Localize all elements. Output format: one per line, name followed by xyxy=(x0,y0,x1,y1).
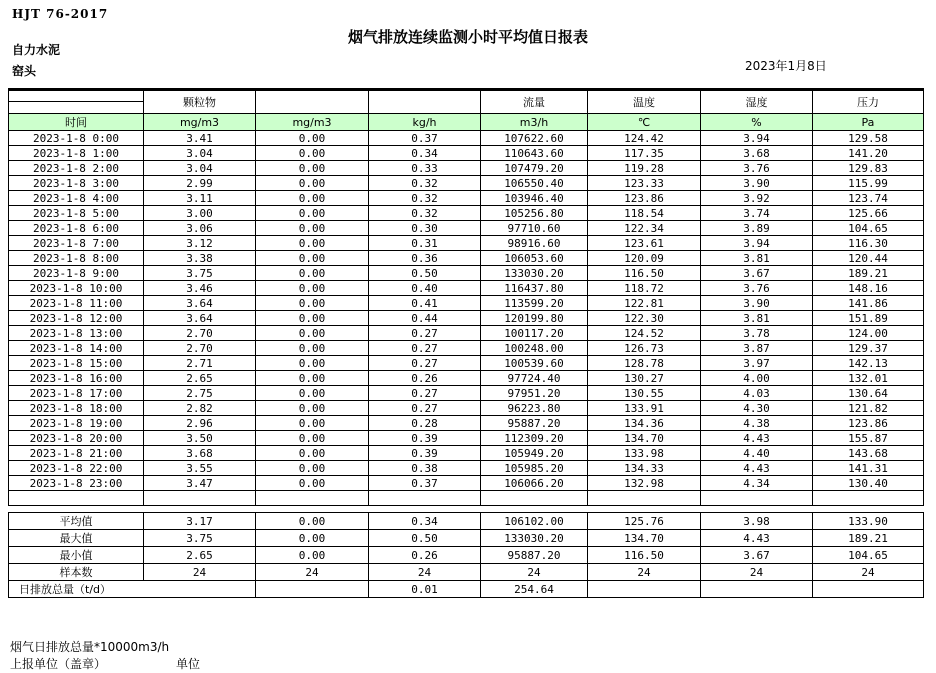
footnote: 烟气日排放总量*10000m3/h xyxy=(10,640,170,654)
value-cell: 3.74 xyxy=(701,206,813,221)
summary-value-cell: 125.76 xyxy=(588,513,701,530)
summary-value-cell xyxy=(813,581,924,598)
report-date: 2023年1月8日 xyxy=(745,59,827,73)
value-cell: 0.26 xyxy=(369,371,481,386)
value-cell: 4.43 xyxy=(701,461,813,476)
value-cell: 0.00 xyxy=(256,416,369,431)
value-cell: 4.38 xyxy=(701,416,813,431)
unit-cell-mgm3-2: mg/m3 xyxy=(256,114,369,131)
value-cell: 0.27 xyxy=(369,401,481,416)
summary-value-cell: 95887.20 xyxy=(481,547,588,564)
value-cell: 120199.80 xyxy=(481,311,588,326)
time-cell: 2023-1-8 11:00 xyxy=(9,296,144,311)
header-cell-pm: 颗粒物 xyxy=(144,90,256,114)
table-row xyxy=(9,476,924,491)
value-cell: 148.16 xyxy=(813,281,924,296)
summary-value-cell: 3.67 xyxy=(701,547,813,564)
value-cell: 107479.20 xyxy=(481,161,588,176)
value-cell: 2.70 xyxy=(144,326,256,341)
time-cell: 2023-1-8 4:00 xyxy=(9,191,144,206)
summary-label: 最大值 xyxy=(9,530,144,547)
summary-value-cell xyxy=(588,581,701,598)
value-cell: 105985.20 xyxy=(481,461,588,476)
value-cell: 121.82 xyxy=(813,401,924,416)
unit-cell-pa: Pa xyxy=(813,114,924,131)
value-cell: 3.64 xyxy=(144,311,256,326)
value-cell: 0.00 xyxy=(256,176,369,191)
value-cell: 3.94 xyxy=(701,131,813,146)
value-cell: 0.27 xyxy=(369,341,481,356)
value-cell: 0.37 xyxy=(369,476,481,491)
value-cell: 0.00 xyxy=(256,206,369,221)
value-cell: 3.76 xyxy=(701,161,813,176)
value-cell: 3.68 xyxy=(144,446,256,461)
summary-value-cell: 116.50 xyxy=(588,547,701,564)
value-cell: 134.33 xyxy=(588,461,701,476)
value-cell: 4.03 xyxy=(701,386,813,401)
value-cell: 0.00 xyxy=(256,251,369,266)
header-cell-flow: 流量 xyxy=(481,90,588,114)
value-cell: 124.52 xyxy=(588,326,701,341)
unit-cell-m3h: m3/h xyxy=(481,114,588,131)
value-cell: 2.99 xyxy=(144,176,256,191)
value-cell: 125.66 xyxy=(813,206,924,221)
table-row xyxy=(9,206,924,221)
value-cell: 110643.60 xyxy=(481,146,588,161)
value-cell: 3.78 xyxy=(701,326,813,341)
report-table xyxy=(8,88,924,598)
value-cell: 0.50 xyxy=(369,266,481,281)
header-cell-blank xyxy=(9,90,144,102)
value-cell: 0.27 xyxy=(369,356,481,371)
table-row xyxy=(9,146,924,161)
value-cell: 0.34 xyxy=(369,146,481,161)
value-cell: 0.30 xyxy=(369,221,481,236)
summary-value-cell: 3.98 xyxy=(701,513,813,530)
value-cell: 100248.00 xyxy=(481,341,588,356)
value-cell: 0.27 xyxy=(369,386,481,401)
value-cell: 3.68 xyxy=(701,146,813,161)
table-row xyxy=(9,326,924,341)
summary-row xyxy=(9,581,924,598)
table-row xyxy=(9,431,924,446)
value-cell: 3.75 xyxy=(144,266,256,281)
value-cell: 0.32 xyxy=(369,176,481,191)
value-cell: 2.82 xyxy=(144,401,256,416)
value-cell: 105256.80 xyxy=(481,206,588,221)
summary-value-cell: 0.34 xyxy=(369,513,481,530)
table-row xyxy=(9,341,924,356)
value-cell: 0.00 xyxy=(256,431,369,446)
time-cell: 2023-1-8 17:00 xyxy=(9,386,144,401)
value-cell: 124.00 xyxy=(813,326,924,341)
table-row xyxy=(9,176,924,191)
value-cell: 119.28 xyxy=(588,161,701,176)
value-cell: 133.98 xyxy=(588,446,701,461)
summary-value-cell: 24 xyxy=(256,564,369,581)
value-cell: 0.37 xyxy=(369,131,481,146)
value-cell: 0.00 xyxy=(256,446,369,461)
time-cell: 2023-1-8 21:00 xyxy=(9,446,144,461)
value-cell: 0.00 xyxy=(256,266,369,281)
value-cell: 0.00 xyxy=(256,221,369,236)
summary-value-cell: 133030.20 xyxy=(481,530,588,547)
page-title: 烟气排放连续监测小时平均值日报表 xyxy=(347,28,588,46)
value-cell: 134.36 xyxy=(588,416,701,431)
table-row xyxy=(9,446,924,461)
summary-value-cell: 134.70 xyxy=(588,530,701,547)
table-row xyxy=(9,296,924,311)
value-cell: 2.71 xyxy=(144,356,256,371)
value-cell: 0.39 xyxy=(369,446,481,461)
value-cell: 123.33 xyxy=(588,176,701,191)
value-cell: 151.89 xyxy=(813,311,924,326)
value-cell: 3.87 xyxy=(701,341,813,356)
separator-rows xyxy=(9,491,924,513)
summary-value-cell xyxy=(256,581,369,598)
summary-value-cell: 24 xyxy=(369,564,481,581)
value-cell: 0.00 xyxy=(256,161,369,176)
value-cell: 0.27 xyxy=(369,326,481,341)
value-cell: 0.00 xyxy=(256,311,369,326)
summary-value-cell: 0.50 xyxy=(369,530,481,547)
value-cell: 0.00 xyxy=(256,146,369,161)
value-cell: 134.70 xyxy=(588,431,701,446)
value-cell: 130.40 xyxy=(813,476,924,491)
time-cell: 2023-1-8 6:00 xyxy=(9,221,144,236)
value-cell: 97724.40 xyxy=(481,371,588,386)
table-row xyxy=(9,371,924,386)
header-cell-blank xyxy=(369,90,481,114)
summary-value-cell: 3.75 xyxy=(144,530,256,547)
header-cell-pressure: 压力 xyxy=(813,90,924,114)
summary-value-cell: 0.26 xyxy=(369,547,481,564)
header-cell-humidity: 湿度 xyxy=(701,90,813,114)
value-cell: 2.65 xyxy=(144,371,256,386)
time-cell: 2023-1-8 7:00 xyxy=(9,236,144,251)
group-header-row xyxy=(9,90,924,102)
value-cell: 0.00 xyxy=(256,461,369,476)
unit-cell-mgm3: mg/m3 xyxy=(144,114,256,131)
value-cell: 130.64 xyxy=(813,386,924,401)
value-cell: 0.41 xyxy=(369,296,481,311)
value-cell: 0.00 xyxy=(256,371,369,386)
summary-value-cell: 2.65 xyxy=(144,547,256,564)
value-cell: 123.86 xyxy=(588,191,701,206)
standard-code: HJT 76-2017 xyxy=(12,7,109,21)
summary-value-cell: 3.17 xyxy=(144,513,256,530)
company-name: 自力水泥 xyxy=(12,43,61,57)
time-cell: 2023-1-8 10:00 xyxy=(9,281,144,296)
value-cell: 105949.20 xyxy=(481,446,588,461)
table-row xyxy=(9,281,924,296)
time-cell: 2023-1-8 1:00 xyxy=(9,146,144,161)
value-cell: 100117.20 xyxy=(481,326,588,341)
summary-value-cell: 24 xyxy=(144,564,256,581)
time-cell: 2023-1-8 12:00 xyxy=(9,311,144,326)
time-cell: 2023-1-8 2:00 xyxy=(9,161,144,176)
value-cell: 0.00 xyxy=(256,401,369,416)
header-cell-temp: 温度 xyxy=(588,90,701,114)
table-row xyxy=(9,251,924,266)
value-cell: 2.75 xyxy=(144,386,256,401)
summary-value-cell: 24 xyxy=(588,564,701,581)
table-row xyxy=(9,266,924,281)
value-cell: 122.81 xyxy=(588,296,701,311)
value-cell: 112309.20 xyxy=(481,431,588,446)
value-cell: 97710.60 xyxy=(481,221,588,236)
value-cell: 0.00 xyxy=(256,326,369,341)
value-cell: 4.43 xyxy=(701,431,813,446)
summary-value-cell: 24 xyxy=(813,564,924,581)
value-cell: 118.72 xyxy=(588,281,701,296)
time-cell: 2023-1-8 19:00 xyxy=(9,416,144,431)
unit-cell-celsius: ℃ xyxy=(588,114,701,131)
value-cell: 0.00 xyxy=(256,476,369,491)
table-row xyxy=(9,416,924,431)
value-cell: 141.86 xyxy=(813,296,924,311)
table-row xyxy=(9,356,924,371)
unit-label: 单位 xyxy=(176,657,201,671)
value-cell: 4.00 xyxy=(701,371,813,386)
value-cell: 3.46 xyxy=(144,281,256,296)
value-cell: 104.65 xyxy=(813,221,924,236)
value-cell: 129.58 xyxy=(813,131,924,146)
value-cell: 3.81 xyxy=(701,251,813,266)
value-cell: 115.99 xyxy=(813,176,924,191)
value-cell: 3.67 xyxy=(701,266,813,281)
value-cell: 3.47 xyxy=(144,476,256,491)
value-cell: 123.86 xyxy=(813,416,924,431)
table-row xyxy=(9,191,924,206)
summary-value-cell: 106102.00 xyxy=(481,513,588,530)
time-cell: 2023-1-8 16:00 xyxy=(9,371,144,386)
time-cell: 2023-1-8 8:00 xyxy=(9,251,144,266)
value-cell: 124.42 xyxy=(588,131,701,146)
time-cell: 2023-1-8 0:00 xyxy=(9,131,144,146)
summary-value-cell: 104.65 xyxy=(813,547,924,564)
time-cell: 2023-1-8 9:00 xyxy=(9,266,144,281)
unit-header-row xyxy=(9,114,924,131)
value-cell: 116.30 xyxy=(813,236,924,251)
value-cell: 0.00 xyxy=(256,341,369,356)
value-cell: 0.33 xyxy=(369,161,481,176)
summary-value-cell: 24 xyxy=(701,564,813,581)
value-cell: 97951.20 xyxy=(481,386,588,401)
summary-label: 最小值 xyxy=(9,547,144,564)
value-cell: 123.74 xyxy=(813,191,924,206)
value-cell: 128.78 xyxy=(588,356,701,371)
table-row xyxy=(9,386,924,401)
value-cell: 0.00 xyxy=(256,281,369,296)
value-cell: 3.90 xyxy=(701,176,813,191)
value-cell: 0.00 xyxy=(256,236,369,251)
summary-value-cell: 254.64 xyxy=(481,581,588,598)
time-cell: 2023-1-8 3:00 xyxy=(9,176,144,191)
value-cell: 3.04 xyxy=(144,146,256,161)
value-cell: 117.35 xyxy=(588,146,701,161)
value-cell: 130.27 xyxy=(588,371,701,386)
blank-row xyxy=(9,491,924,506)
time-cell: 2023-1-8 15:00 xyxy=(9,356,144,371)
summary-value-cell: 0.00 xyxy=(256,530,369,547)
summary-value-cell: 0.00 xyxy=(256,547,369,564)
value-cell: 0.32 xyxy=(369,206,481,221)
time-cell: 2023-1-8 23:00 xyxy=(9,476,144,491)
table-row xyxy=(9,311,924,326)
unit-cell-kgh: kg/h xyxy=(369,114,481,131)
value-cell: 3.97 xyxy=(701,356,813,371)
value-cell: 0.32 xyxy=(369,191,481,206)
value-cell: 142.13 xyxy=(813,356,924,371)
value-cell: 141.31 xyxy=(813,461,924,476)
value-cell: 118.54 xyxy=(588,206,701,221)
value-cell: 3.06 xyxy=(144,221,256,236)
table-row xyxy=(9,401,924,416)
value-cell: 120.09 xyxy=(588,251,701,266)
value-cell: 4.34 xyxy=(701,476,813,491)
station-name: 窑头 xyxy=(12,64,37,78)
unit-cell-percent: % xyxy=(701,114,813,131)
value-cell: 133.91 xyxy=(588,401,701,416)
value-cell: 0.00 xyxy=(256,356,369,371)
value-cell: 3.64 xyxy=(144,296,256,311)
value-cell: 122.30 xyxy=(588,311,701,326)
value-cell: 0.00 xyxy=(256,131,369,146)
time-cell: 2023-1-8 13:00 xyxy=(9,326,144,341)
value-cell: 3.76 xyxy=(701,281,813,296)
table-row xyxy=(9,131,924,146)
value-cell: 3.92 xyxy=(701,191,813,206)
value-cell: 141.20 xyxy=(813,146,924,161)
value-cell: 0.36 xyxy=(369,251,481,266)
value-cell: 3.12 xyxy=(144,236,256,251)
summary-row xyxy=(9,530,924,547)
summary-row xyxy=(9,513,924,530)
value-cell: 0.44 xyxy=(369,311,481,326)
summary-label: 样本数 xyxy=(9,564,144,581)
value-cell: 143.68 xyxy=(813,446,924,461)
value-cell: 0.00 xyxy=(256,296,369,311)
value-cell: 0.38 xyxy=(369,461,481,476)
value-cell: 126.73 xyxy=(588,341,701,356)
value-cell: 103946.40 xyxy=(481,191,588,206)
summary-value-cell: 24 xyxy=(481,564,588,581)
value-cell: 113599.20 xyxy=(481,296,588,311)
summary-value-cell: 133.90 xyxy=(813,513,924,530)
value-cell: 3.55 xyxy=(144,461,256,476)
value-cell: 4.40 xyxy=(701,446,813,461)
value-cell: 3.89 xyxy=(701,221,813,236)
value-cell: 0.40 xyxy=(369,281,481,296)
value-cell: 2.70 xyxy=(144,341,256,356)
summary-value-cell: 4.43 xyxy=(701,530,813,547)
value-cell: 3.81 xyxy=(701,311,813,326)
time-cell: 2023-1-8 22:00 xyxy=(9,461,144,476)
value-cell: 155.87 xyxy=(813,431,924,446)
time-cell: 2023-1-8 5:00 xyxy=(9,206,144,221)
value-cell: 123.61 xyxy=(588,236,701,251)
value-cell: 116.50 xyxy=(588,266,701,281)
value-cell: 3.50 xyxy=(144,431,256,446)
value-cell: 106550.40 xyxy=(481,176,588,191)
value-cell: 133030.20 xyxy=(481,266,588,281)
unit-cell-time: 时间 xyxy=(9,114,144,131)
value-cell: 129.37 xyxy=(813,341,924,356)
value-cell: 129.83 xyxy=(813,161,924,176)
value-cell: 116437.80 xyxy=(481,281,588,296)
value-cell: 120.44 xyxy=(813,251,924,266)
value-cell: 189.21 xyxy=(813,266,924,281)
summary-row xyxy=(9,547,924,564)
summary-value-cell xyxy=(701,581,813,598)
value-cell: 96223.80 xyxy=(481,401,588,416)
summary-label: 日排放总量（t/d） xyxy=(9,581,256,598)
summary-rows xyxy=(9,513,924,598)
header-cell-blank xyxy=(9,102,144,114)
value-cell: 0.28 xyxy=(369,416,481,431)
report-unit-label: 上报单位（盖章） xyxy=(10,657,107,671)
table-row xyxy=(9,461,924,476)
header-cell-blank xyxy=(256,90,369,114)
value-cell: 122.34 xyxy=(588,221,701,236)
value-cell: 2.96 xyxy=(144,416,256,431)
time-cell: 2023-1-8 18:00 xyxy=(9,401,144,416)
value-cell: 4.30 xyxy=(701,401,813,416)
value-cell: 3.04 xyxy=(144,161,256,176)
summary-row xyxy=(9,564,924,581)
value-cell: 0.00 xyxy=(256,191,369,206)
value-cell: 98916.60 xyxy=(481,236,588,251)
value-cell: 3.41 xyxy=(144,131,256,146)
value-cell: 130.55 xyxy=(588,386,701,401)
value-cell: 3.94 xyxy=(701,236,813,251)
value-cell: 3.90 xyxy=(701,296,813,311)
value-cell: 106066.20 xyxy=(481,476,588,491)
value-cell: 95887.20 xyxy=(481,416,588,431)
time-cell: 2023-1-8 20:00 xyxy=(9,431,144,446)
value-cell: 0.39 xyxy=(369,431,481,446)
table-row xyxy=(9,161,924,176)
spacer-row xyxy=(9,506,924,513)
table-row xyxy=(9,221,924,236)
summary-value-cell: 0.00 xyxy=(256,513,369,530)
value-cell: 132.98 xyxy=(588,476,701,491)
value-cell: 132.01 xyxy=(813,371,924,386)
value-cell: 107622.60 xyxy=(481,131,588,146)
hourly-data-rows xyxy=(9,131,924,491)
value-cell: 0.00 xyxy=(256,386,369,401)
value-cell: 3.38 xyxy=(144,251,256,266)
time-cell: 2023-1-8 14:00 xyxy=(9,341,144,356)
summary-value-cell: 0.01 xyxy=(369,581,481,598)
value-cell: 3.11 xyxy=(144,191,256,206)
summary-value-cell: 189.21 xyxy=(813,530,924,547)
summary-label: 平均值 xyxy=(9,513,144,530)
value-cell: 100539.60 xyxy=(481,356,588,371)
table-row xyxy=(9,236,924,251)
value-cell: 106053.60 xyxy=(481,251,588,266)
value-cell: 3.00 xyxy=(144,206,256,221)
value-cell: 0.31 xyxy=(369,236,481,251)
